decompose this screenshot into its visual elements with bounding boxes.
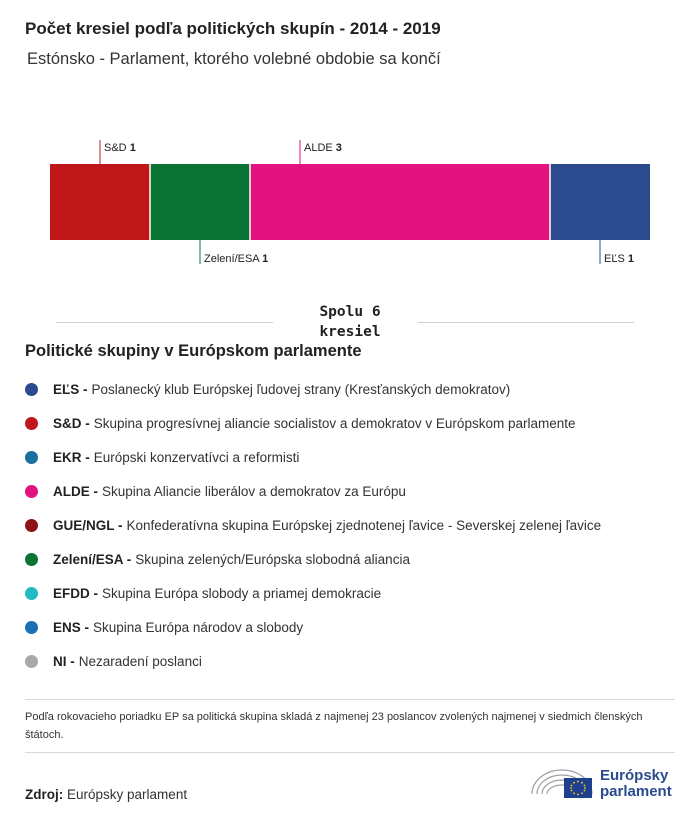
european-parliament-logo	[528, 760, 678, 805]
legend	[25, 372, 675, 678]
total-seats	[0, 300, 700, 340]
legend-dot-els	[25, 383, 38, 396]
legend-dot-alde	[25, 485, 38, 498]
divider-left	[56, 322, 273, 323]
legend-abbr: GUE/NGL -	[53, 517, 123, 533]
note-divider-top	[25, 699, 675, 700]
bar-label: ALDE 3	[304, 142, 342, 154]
legend-abbr: EFDD -	[53, 585, 98, 601]
legend-abbr: S&D -	[53, 415, 90, 431]
legend-desc: Konfederatívna skupina Európskej zjednotenej ľavice - Severskej zelenej ľavice	[126, 517, 602, 533]
legend-desc: Skupina Aliancie liberálov a demokratov za Európu	[102, 483, 406, 499]
parliament-hemicycle-icon	[528, 760, 596, 804]
legend-abbr: ALDE -	[53, 483, 98, 499]
source	[25, 787, 187, 802]
legend-item-ekr	[25, 440, 675, 474]
legend-item-sd	[25, 406, 675, 440]
legend-dot-gue-ngl	[25, 519, 38, 532]
legend-desc: Poslanecký klub Európskej ľudovej strany (Kresťanských demokratov)	[91, 381, 511, 397]
legend-item-els	[25, 372, 675, 406]
total-seats-line2: kresiel	[319, 324, 381, 340]
bar-segment-alde	[250, 164, 550, 240]
logo-line1: Európsky	[600, 767, 669, 784]
legend-desc: Skupina Európa slobody a priamej demokracie	[102, 585, 382, 601]
legend-desc: Európski konzervatívci a reformisti	[93, 449, 300, 465]
bar-label: EĽS 1	[604, 253, 634, 265]
legend-desc: Nezaradení poslanci	[78, 653, 202, 669]
legend-desc: Skupina Európa národov a slobody	[93, 619, 304, 635]
legend-desc: Skupina zelených/Európska slobodná aliancia	[135, 551, 410, 567]
legend-desc: Skupina progresívnej aliancie socialistov a demokratov v Európskom parlamente	[93, 415, 576, 431]
legend-item-efdd	[25, 576, 675, 610]
legend-item-ni	[25, 644, 675, 678]
chart-title: Počet kresiel podľa politických skupín - 2014 - 2019	[25, 19, 441, 38]
legend-title: Politické skupiny v Európskom parlamente	[25, 342, 362, 360]
logo-text	[600, 768, 672, 800]
chart-subtitle: Estónsko - Parlament, ktorého volebné obdobie sa končí	[27, 50, 441, 68]
bar-segment-zelen-esa	[150, 164, 250, 240]
bar-segment-s-d	[50, 164, 150, 240]
legend-abbr: ENS -	[53, 619, 90, 635]
legend-dot-ekr	[25, 451, 38, 464]
total-seats-line1: Spolu 6	[319, 304, 381, 320]
legend-abbr: EĽS -	[53, 381, 88, 397]
source-text: Európsky parlament	[67, 787, 188, 802]
legend-dot-sd	[25, 417, 38, 430]
legend-item-alde	[25, 474, 675, 508]
legend-dot-efdd	[25, 587, 38, 600]
bar-label: Zelení/ESA 1	[204, 253, 269, 265]
footnote: Podľa rokovacieho poriadku EP sa politická skupina skladá z najmenej 23 poslancov zvolených najmenej v siedmich členských štátoch.	[25, 711, 643, 741]
note-divider-bottom	[25, 752, 675, 753]
legend-dot-zeleni-esa	[25, 553, 38, 566]
legend-abbr: Zelení/ESA -	[53, 551, 132, 567]
legend-item-ens	[25, 610, 675, 644]
divider-right	[418, 322, 634, 323]
total-seats-label	[300, 302, 400, 342]
legend-item-zeleni-esa	[25, 542, 675, 576]
bar-label: S&D 1	[104, 142, 136, 154]
legend-abbr: NI -	[53, 653, 75, 669]
legend-dot-ens	[25, 621, 38, 634]
logo-line2: parlament	[600, 783, 672, 800]
bar-segment-e-s	[550, 164, 650, 240]
legend-dot-ni	[25, 655, 38, 668]
legend-abbr: EKR -	[53, 449, 90, 465]
seat-bar-chart	[0, 130, 700, 275]
source-label: Zdroj:	[25, 787, 64, 802]
legend-item-gue-ngl	[25, 508, 675, 542]
